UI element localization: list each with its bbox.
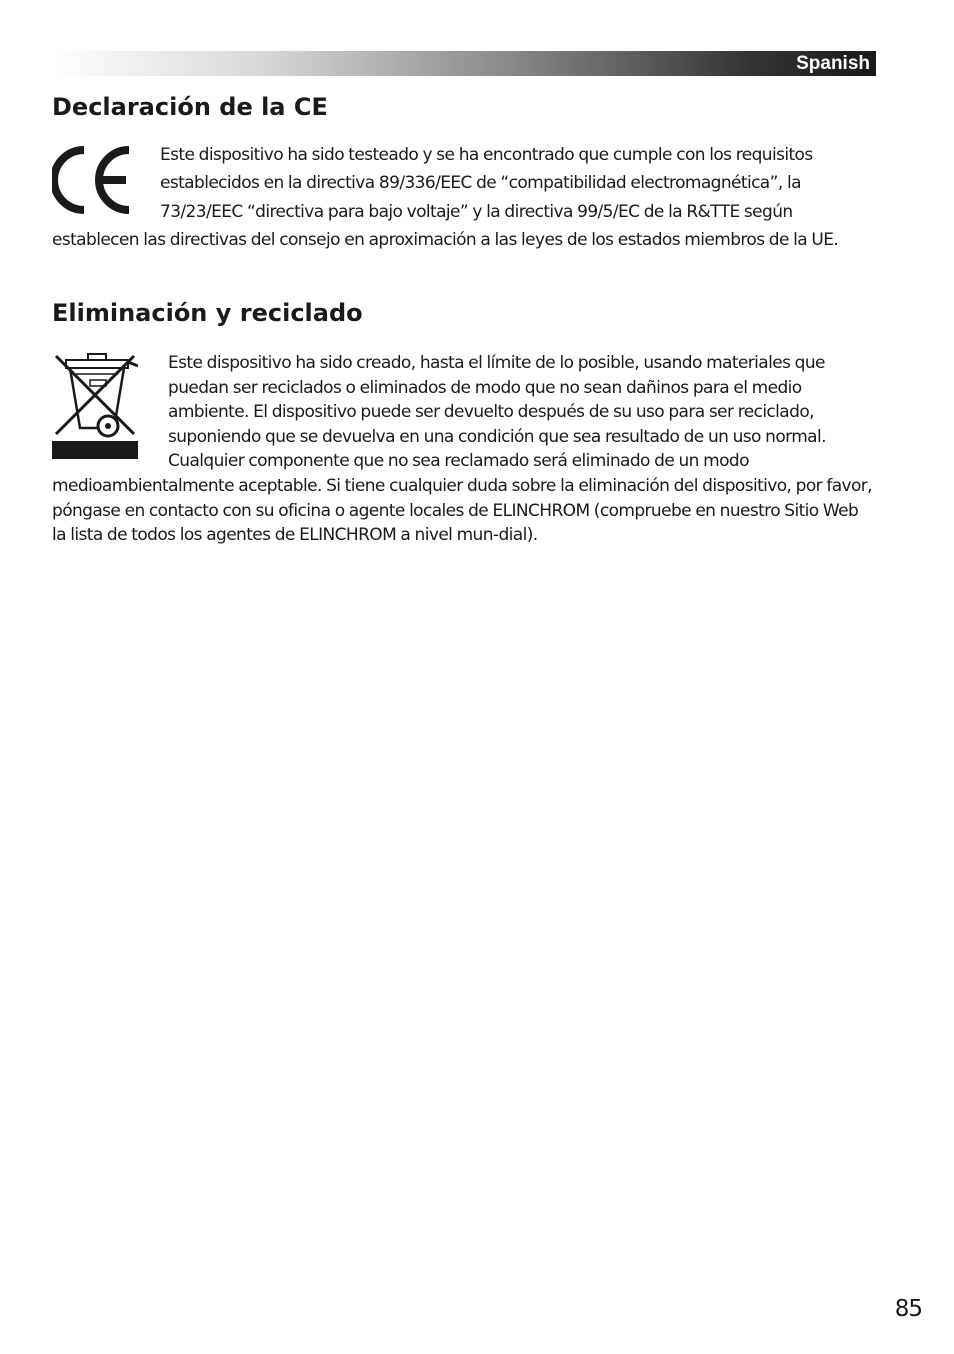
ce-declaration-body: Este dispositivo ha sido testeado y se ha encontrado que cumple con los requisitos establecidos en la directiva 89/336/EEC de “compatibilidad electromagnética”, la 73/23/EEC “directiva para bajo voltaje” y la directiva 99/5/EC de la R&TTE según establecen las directivas del consejo en aproximación a las leyes de los estados miembros de la UE. xyxy=(52,145,839,250)
recycling-body: Este dispositivo ha sido creado, hasta el límite de lo posible, usando materiales que puedan ser reciclados o eliminados de modo que no sean dañinos para el medio ambiente. El dispositivo puede ser devuelto después de su uso para ser reciclado, suponiendo que se devuelva en una condición que sea resultado de un uso normal. Cualquier componente que no sea reclamado será eliminado de un modo medioambientalmente aceptable. Si tiene cualquier duda sobre la eliminación del dispositivo, por favor, póngase en contacto con su oficina o agente locales de ELINCHROM (compruebe en nuestro Sitio Web la lista de todos los agentes de ELINCHROM a nivel mun-dial). xyxy=(52,353,872,546)
recycling-heading: Eliminación y reciclado xyxy=(52,299,363,327)
language-label: Spanish xyxy=(796,53,870,74)
ce-declaration-heading: Declaración de la CE xyxy=(52,93,328,121)
language-header-bar xyxy=(54,51,876,76)
ce-declaration-text xyxy=(52,141,875,254)
recycling-text xyxy=(52,351,875,548)
page-number: 85 xyxy=(894,1296,922,1322)
